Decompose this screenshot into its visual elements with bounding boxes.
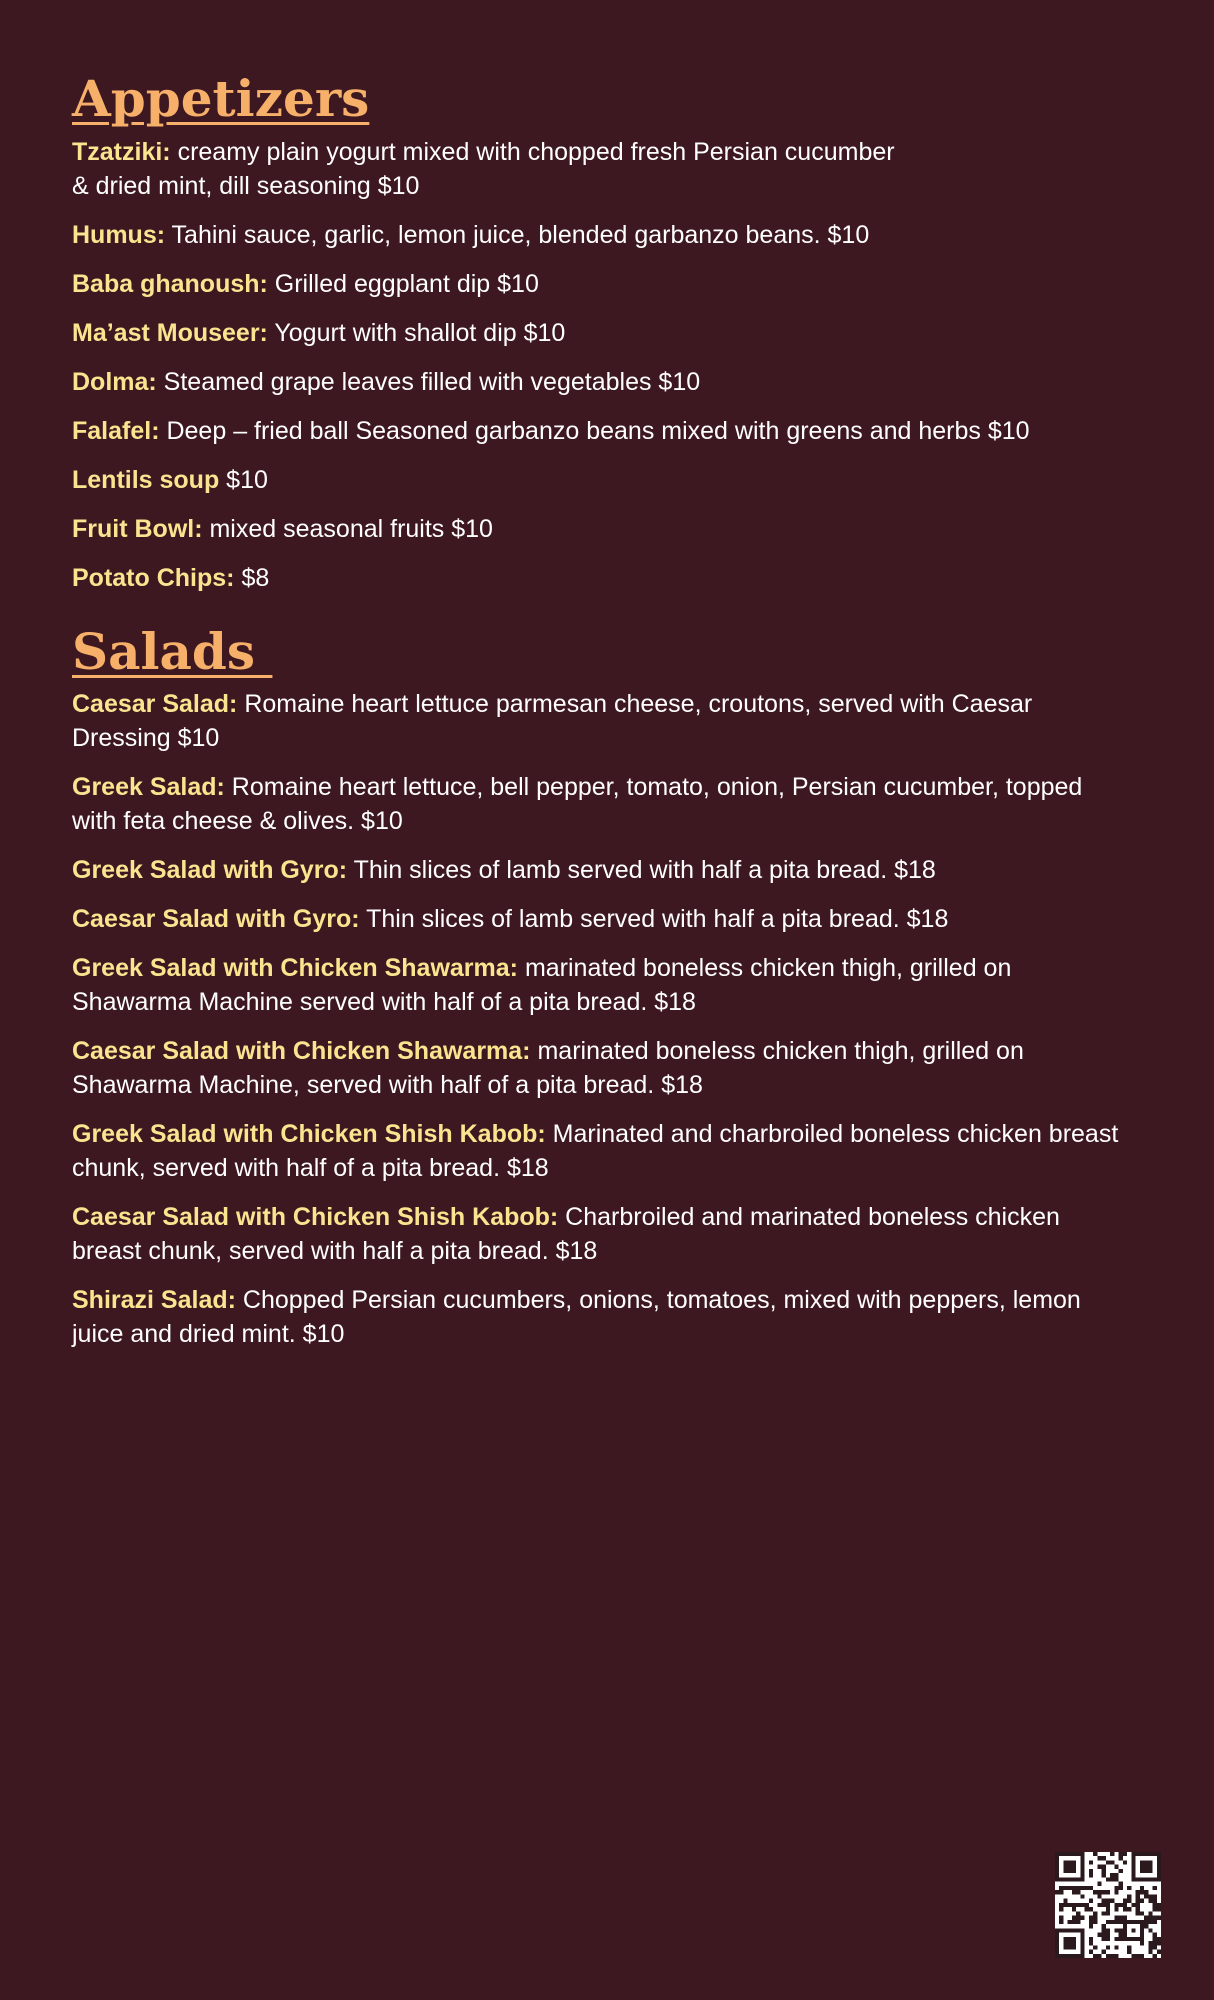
item-description: Grilled eggplant dip $10 — [267, 269, 539, 298]
item-description: mixed seasonal fruits $10 — [202, 514, 493, 543]
item-description: $10 — [219, 465, 268, 494]
menu-item-shirazi-salad — [72, 1283, 1132, 1351]
item-description: marinated boneless chicken thigh, grilled on Shawarma Machine served with half of a pita bread. $18 — [72, 954, 1012, 1016]
item-description: marinated boneless chicken thigh, grilled on Shawarma Machine, served with half of a pita bread. $18 — [72, 1037, 1024, 1099]
menu-item-tzatziki — [72, 135, 1132, 203]
menu-item-greek-salad-chicken-shawarma — [72, 951, 1132, 1019]
item-description: Tahini sauce, garlic, lemon juice, blended garbanzo beans. $10 — [165, 220, 870, 249]
item-name: Baba ghanoush: — [72, 269, 268, 298]
menu-item-greek-salad-gyro — [72, 853, 1132, 887]
menu-item-humus — [72, 218, 1132, 252]
item-name: Dolma: — [72, 367, 157, 396]
item-name: Tzatziki: — [72, 137, 171, 166]
item-name: Humus: — [72, 220, 166, 249]
menu-item-caesar-salad-gyro — [72, 902, 1132, 936]
item-name: Fruit Bowl: — [72, 514, 203, 543]
qr-code-icon[interactable] — [1055, 1852, 1161, 1958]
menu-item-greek-salad-chicken-shish-kabob — [72, 1117, 1132, 1185]
item-name: Greek Salad with Gyro: — [72, 856, 348, 884]
item-description: Romaine heart lettuce, bell pepper, tomato, onion, Persian cucumber, topped with feta cheese & olives. $10 — [72, 773, 1083, 835]
item-description: Thin slices of lamb served with half a pita bread. $18 — [347, 856, 936, 884]
item-name: Caesar Salad with Chicken Shish Kabob: — [72, 1203, 559, 1231]
item-name: Falafel: — [72, 416, 160, 445]
item-description: Deep – fried ball Seasoned garbanzo beans mixed with greens and herbs $10 — [159, 416, 1030, 445]
salads-heading: Salads — [72, 621, 273, 681]
item-name: Shirazi Salad: — [72, 1286, 236, 1314]
menu — [72, 68, 1132, 1366]
menu-item-fruit-bowl — [72, 512, 1132, 546]
item-description: Romaine heart lettuce parmesan cheese, croutons, served with Caesar Dressing $10 — [72, 690, 1033, 752]
menu-item-maast-mouseer — [72, 316, 1132, 350]
qr-code-graphic — [1055, 1852, 1161, 1958]
item-description: Charbroiled and marinated boneless chicken breast chunk, served with half a pita bread. $18 — [72, 1203, 1060, 1265]
menu-item-lentils-soup — [72, 463, 1132, 497]
item-description: Chopped Persian cucumbers, onions, tomatoes, mixed with peppers, lemon juice and dried mint. $10 — [72, 1286, 1081, 1348]
item-description: creamy plain yogurt mixed with chopped fresh Persian cucumber — [170, 137, 895, 166]
item-name: Caesar Salad with Chicken Shawarma: — [72, 1037, 531, 1065]
menu-item-potato-chips — [72, 561, 1132, 595]
menu-item-greek-salad — [72, 770, 1132, 838]
item-name: Greek Salad with Chicken Shawarma: — [72, 954, 518, 982]
item-description-continued: & dried mint, dill seasoning $10 — [72, 171, 420, 200]
item-description: Yogurt with shallot dip $10 — [267, 318, 566, 347]
item-description: Thin slices of lamb served with half a pita bread. $18 — [359, 905, 949, 933]
menu-item-caesar-salad — [72, 687, 1132, 755]
menu-item-baba-ghanoush — [72, 267, 1132, 301]
item-name: Ma’ast Mouseer: — [72, 318, 268, 347]
item-name: Lentils soup — [72, 465, 220, 494]
item-name: Potato Chips: — [72, 563, 235, 592]
menu-item-caesar-salad-chicken-shawarma — [72, 1034, 1132, 1102]
menu-item-caesar-salad-chicken-shish-kabob — [72, 1200, 1132, 1268]
item-description: $8 — [234, 563, 270, 592]
menu-item-dolma — [72, 365, 1132, 399]
menu-item-falafel — [72, 414, 1132, 448]
item-name: Caesar Salad with Gyro: — [72, 905, 360, 933]
item-description: Steamed grape leaves filled with vegetables $10 — [156, 367, 701, 396]
item-name: Caesar Salad: — [72, 690, 238, 718]
appetizers-heading: Appetizers — [72, 69, 370, 128]
item-name: Greek Salad with Chicken Shish Kabob: — [72, 1120, 546, 1148]
item-description: Marinated and charbroiled boneless chicken breast chunk, served with half of a pita bread. $18 — [72, 1120, 1119, 1182]
item-name: Greek Salad: — [72, 773, 225, 801]
